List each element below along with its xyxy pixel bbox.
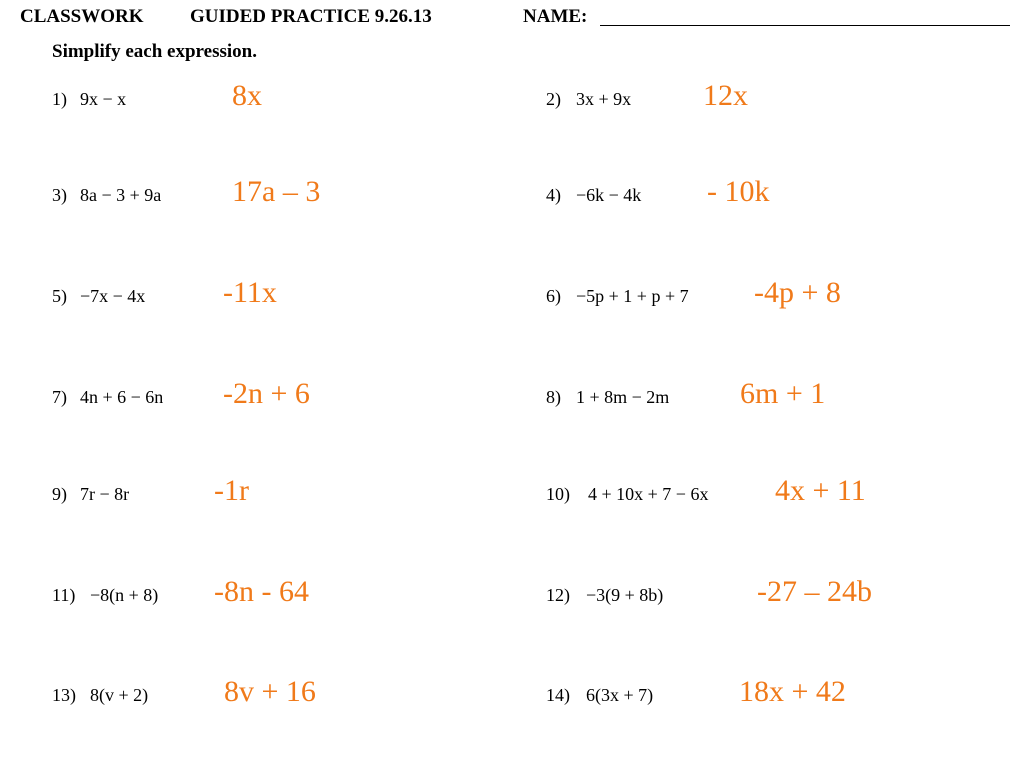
problem-answer: -11x bbox=[223, 276, 277, 309]
problem-answer: 4x + 11 bbox=[775, 474, 866, 507]
problem-number: 13) bbox=[52, 685, 76, 705]
problem-expression: 8(v + 2) bbox=[90, 685, 149, 705]
problem-answer: -8n - 64 bbox=[214, 575, 309, 608]
problem-answer: 8x bbox=[232, 79, 262, 112]
problem-expression: −3(9 + 8b) bbox=[586, 585, 664, 605]
problem-expression: 1 + 8m − 2m bbox=[576, 387, 670, 407]
problem-expression: −5p + 1 + p + 7 bbox=[576, 286, 689, 306]
problem-expression: 9x − x bbox=[80, 89, 127, 109]
problem-number: 14) bbox=[546, 685, 570, 705]
problem-expression: 4n + 6 − 6n bbox=[80, 387, 164, 407]
problem-expression: −8(n + 8) bbox=[90, 585, 159, 605]
problem-number: 4) bbox=[546, 185, 561, 205]
problem-number: 5) bbox=[52, 286, 67, 306]
instructions: Simplify each expression. bbox=[52, 41, 257, 62]
problem-number: 1) bbox=[52, 89, 67, 109]
problem-expression: 3x + 9x bbox=[576, 89, 632, 109]
problem-expression: −7x − 4x bbox=[80, 286, 146, 306]
problem-answer: - 10k bbox=[707, 175, 770, 208]
problem-number: 9) bbox=[52, 484, 67, 504]
problem-answer: -2n + 6 bbox=[223, 377, 310, 410]
header-title: CLASSWORK bbox=[20, 6, 144, 27]
problem-number: 10) bbox=[546, 484, 570, 504]
problem-answer: -1r bbox=[214, 474, 249, 507]
name-label: NAME: bbox=[523, 6, 588, 27]
problem-answer: 6m + 1 bbox=[740, 377, 826, 410]
problem-number: 8) bbox=[546, 387, 561, 407]
problem-number: 12) bbox=[546, 585, 570, 605]
problem-expression: 7r − 8r bbox=[80, 484, 130, 504]
problem-expression: 4 + 10x + 7 − 6x bbox=[588, 484, 709, 504]
problem-answer: -4p + 8 bbox=[754, 276, 841, 309]
problem-expression: −6k − 4k bbox=[576, 185, 642, 205]
problem-number: 6) bbox=[546, 286, 561, 306]
problem-number: 3) bbox=[52, 185, 67, 205]
header-subtitle: GUIDED PRACTICE 9.26.13 bbox=[190, 6, 432, 27]
problem-expression: 6(3x + 7) bbox=[586, 685, 654, 705]
name-blank-line bbox=[600, 25, 1010, 26]
problem-expression: 8a − 3 + 9a bbox=[80, 185, 162, 205]
problem-answer: -27 – 24b bbox=[757, 575, 872, 608]
problem-number: 11) bbox=[52, 585, 76, 605]
problem-number: 7) bbox=[52, 387, 67, 407]
problem-answer: 8v + 16 bbox=[224, 675, 316, 708]
problem-number: 2) bbox=[546, 89, 561, 109]
problem-answer: 12x bbox=[703, 79, 748, 112]
problem-answer: 17a – 3 bbox=[232, 175, 321, 208]
problem-answer: 18x + 42 bbox=[739, 675, 846, 708]
